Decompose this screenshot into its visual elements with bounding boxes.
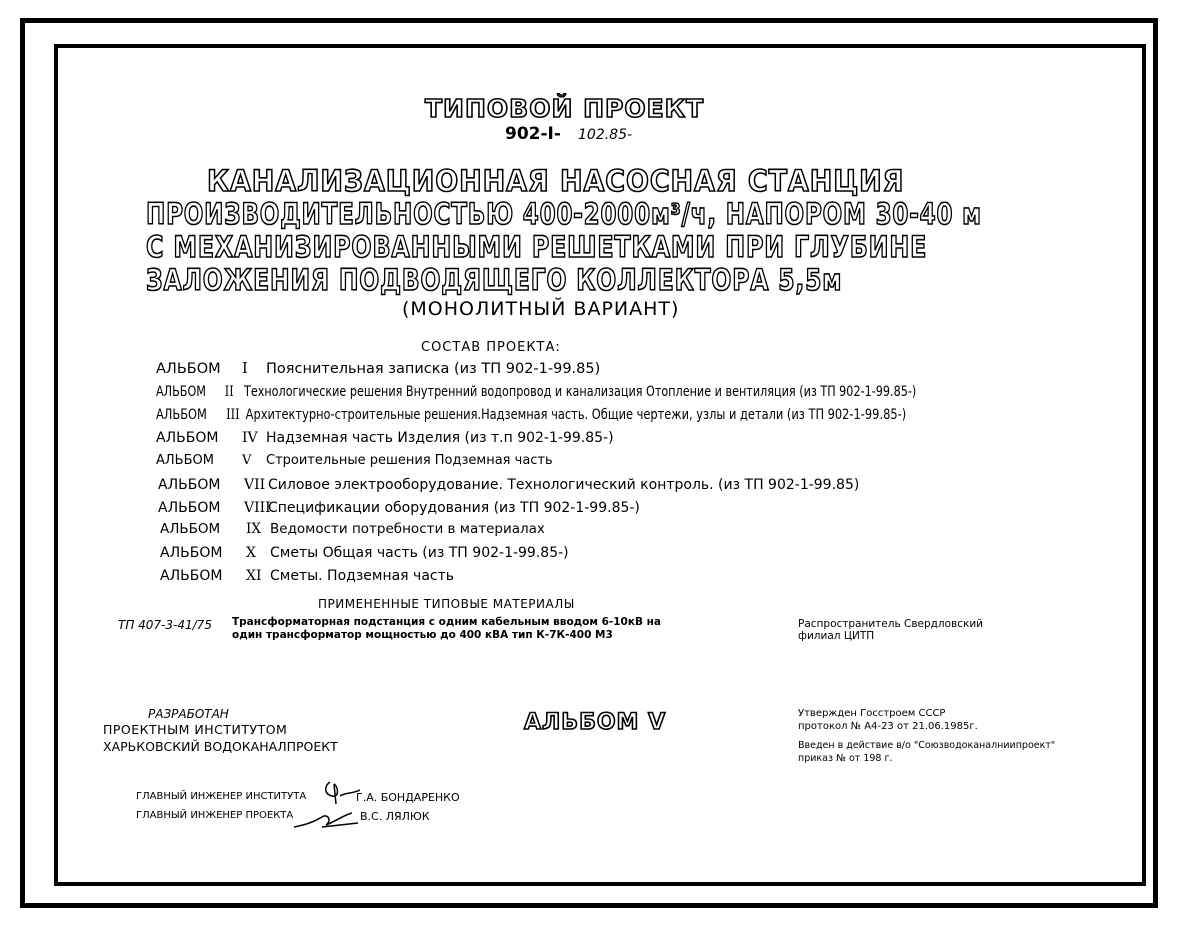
album-row-label: АЛЬБОМ	[160, 545, 223, 561]
album-row-text: Пояснительная записка (из ТП 902-1-99.85)	[266, 361, 601, 377]
album-row-label: АЛЬБОМ	[156, 361, 221, 377]
album-row-text: Силовое электрооборудование. Технологический контроль. (из ТП 902-1-99.85)	[268, 477, 860, 493]
album-row-number: XI	[246, 568, 262, 584]
approval-line-1: Утвержден Госстроем СССР	[798, 708, 946, 719]
album-row	[160, 546, 569, 560]
album-row-number: X	[246, 545, 256, 561]
album-row-text: Архитектурно-строительные решения.Надземная часть. Общие чертежи, узлы и детали (из ТП 902-1-99.85-)	[245, 407, 907, 423]
album-row	[158, 478, 859, 492]
album-row-label: АЛЬБОМ	[158, 500, 221, 516]
signature-lyalyuk	[292, 805, 362, 833]
album-row	[156, 454, 553, 467]
album-row-number: II	[224, 384, 234, 400]
album-row	[160, 569, 454, 583]
chief-project-name: В.С. ЛЯЛЮК	[360, 810, 430, 823]
project-number-prefix: 902-I-	[505, 124, 561, 144]
signature-bondarenko	[310, 778, 370, 808]
distributor-line-2: филиал ЦИТП	[798, 630, 875, 642]
album-row-text: Надземная часть Изделия (из т.п 902-1-99.85-)	[266, 430, 614, 446]
album-row-text: Спецификации оборудования (из ТП 902-1-99.85-)	[268, 500, 640, 516]
album-row-number: IX	[246, 521, 261, 537]
chief-institute-name: Г.А. БОНДАРЕНКО	[356, 791, 460, 804]
album-row	[158, 501, 640, 515]
album-row	[156, 385, 916, 399]
album-row-text: Строительные решения Подземная часть	[266, 453, 553, 468]
developer-line-3: ХАРЬКОВСКИЙ ВОДОКАНАЛПРОЕКТ	[103, 739, 338, 754]
album-label: АЛЬБОМ V	[524, 710, 667, 735]
approval-line-4: приказ № от 198 г.	[798, 753, 893, 764]
chief-project-title: ГЛАВНЫЙ ИНЖЕНЕР ПРОЕКТА	[136, 810, 294, 821]
album-row-text: Технологические решения Внутренний водопровод и канализация Отопление и вентиляция (из ТП 902-1-99.85-)	[244, 384, 917, 400]
applied-heading: ПРИМЕНЕННЫЕ ТИПОВЫЕ МАТЕРИАЛЫ	[318, 597, 575, 611]
distributor-line-1: Распространитель Свердловский	[798, 618, 983, 630]
contents-heading: СОСТАВ ПРОЕКТА:	[421, 340, 561, 355]
album-row-number: V	[242, 453, 252, 468]
album-row-number: IV	[242, 430, 258, 446]
album-row-label: АЛЬБОМ	[160, 521, 221, 537]
album-row-label: АЛЬБОМ	[160, 568, 223, 584]
developer-line-1: РАЗРАБОТАН	[148, 707, 229, 721]
album-row	[156, 431, 614, 445]
title-line-4: ЗАЛОЖЕНИЯ ПОДВОДЯЩЕГО КОЛЛЕКТОРА 5,5м	[146, 263, 843, 297]
album-row-number: VIII	[244, 500, 271, 516]
approval-line-2: протокол № А4-23 от 21.06.1985г.	[798, 721, 978, 732]
title-line-2: ПРОИЗВОДИТЕЛЬНОСТЬЮ 400-2000м³/ч, НАПОРОМ 30-40 м	[146, 197, 982, 231]
title-line-3: С МЕХАНИЗИРОВАННЫМИ РЕШЕТКАМИ ПРИ ГЛУБИНЕ	[146, 230, 928, 264]
applied-desc-line-1: Трансформаторная подстанция с одним кабельным вводом 6-10кВ на	[232, 616, 661, 628]
album-row-number: III	[226, 407, 240, 423]
album-row-number: VII	[244, 477, 266, 493]
header-title: ТИПОВОЙ ПРОЕКТ	[425, 94, 705, 123]
chief-institute-title: ГЛАВНЫЙ ИНЖЕНЕР ИНСТИТУТА	[136, 791, 307, 802]
album-row-text: Сметы Общая часть (из ТП 902-1-99.85-)	[270, 545, 569, 561]
album-row	[156, 362, 600, 377]
album-row-text: Ведомости потребности в материалах	[270, 521, 545, 537]
variant-label: (МОНОЛИТНЫЙ ВАРИАНТ)	[402, 298, 680, 320]
applied-code: ТП 407-3-41/75	[118, 618, 212, 632]
applied-desc-line-2: один трансформатор мощностью до 400 кВА тип К-7К-400 М3	[232, 629, 613, 641]
album-row-label: АЛЬБОМ	[156, 384, 206, 400]
album-row	[160, 523, 545, 537]
title-line-1: КАНАЛИЗАЦИОННАЯ НАСОСНАЯ СТАНЦИЯ	[207, 164, 905, 198]
developer-line-2: ПРОЕКТНЫМ ИНСТИТУТОМ	[103, 722, 288, 737]
approval-line-3: Введен в действие в/о "Союзводоканалниипроект"	[798, 740, 1056, 751]
album-row-text: Сметы. Подземная часть	[270, 568, 455, 584]
album-row-label: АЛЬБОМ	[156, 453, 214, 468]
album-row	[156, 408, 906, 422]
album-row-label: АЛЬБОМ	[158, 477, 221, 493]
album-row-label: АЛЬБОМ	[156, 407, 207, 423]
album-row-label: АЛЬБОМ	[156, 430, 219, 446]
project-number: 102.85-	[578, 127, 633, 143]
album-row-number: I	[242, 361, 248, 377]
